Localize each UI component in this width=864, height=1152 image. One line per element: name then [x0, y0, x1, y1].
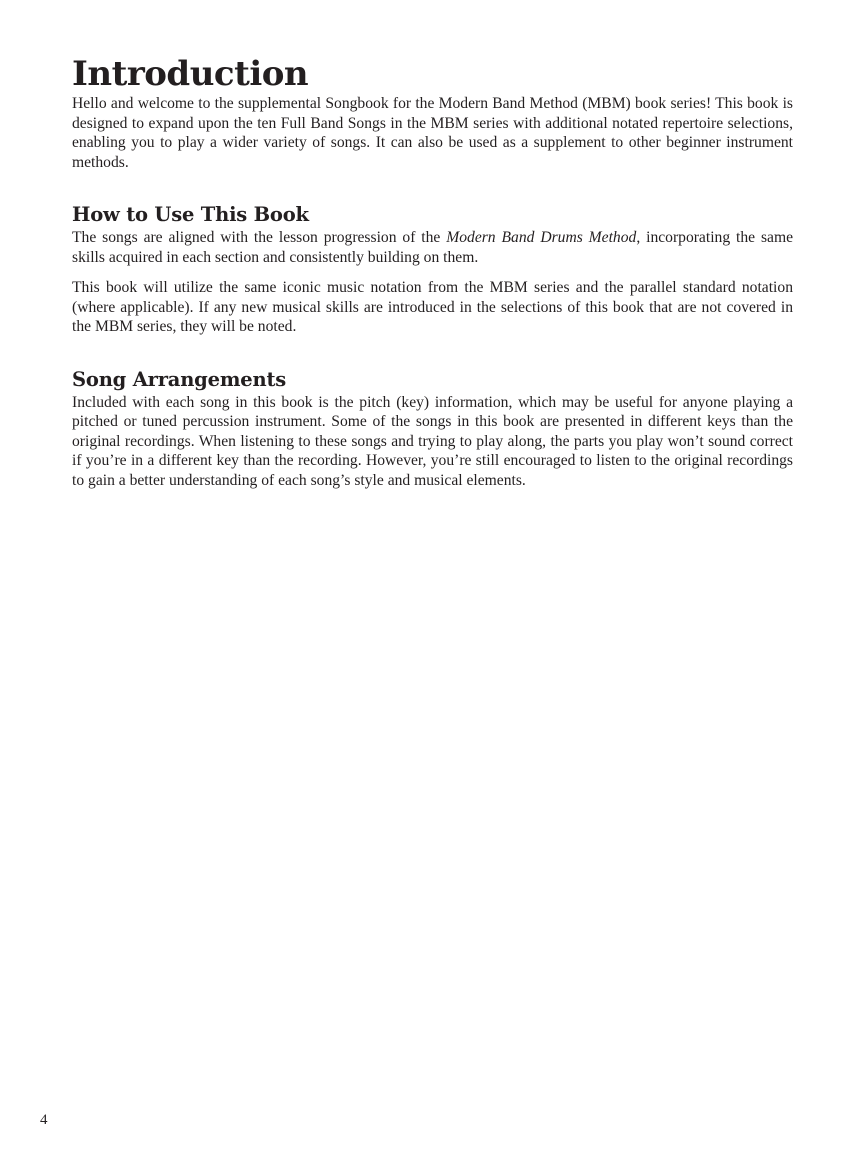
method-title-italic: Modern Band Drums Method [446, 229, 637, 246]
page-title: Introduction [72, 54, 309, 94]
page-content [72, 54, 793, 490]
how-to-use-paragraph-1 [72, 228, 793, 267]
song-arrangements-paragraph: Included with each song in this book is the pitch (key) information, which may be useful for anyone playing a pitched or tuned percussion instrument. Some of the songs in this book are presented in different keys than the original recordings. When listening to these songs and trying to play along, the parts you play won’t sound correct if you’re in a different key than the recording. However, you’re still encouraged to listen to the original recordings to gain a better understanding of each song’s style and musical elements. [72, 393, 793, 489]
intro-paragraph: Hello and welcome to the supplemental Songbook for the Modern Band Method (MBM) book series! This book is designed to expand upon the ten Full Band Songs in the MBM series with additional notated repertoire selections, enabling you to play a wider variety of songs. It can also be used as a supplement to other beginner instrument methods. [72, 95, 793, 171]
section-heading-how-to-use: How to Use This Book [72, 203, 309, 226]
how-to-use-paragraph-2: This book will utilize the same iconic music notation from the MBM series and the parallel standard notation (where applicable). If any new musical skills are introduced in the selections of this book that are not covered in the MBM series, they will be noted. [72, 279, 793, 335]
how-to-use-p1-text-before: The songs are aligned with the lesson progression of the [72, 229, 447, 246]
how-to-use-p1-text-after: , incorporating the same skills acquired in each section and consistently building on them. [72, 229, 793, 266]
section-heading-song-arrangements: Song Arrangements [72, 367, 287, 391]
page-number: 4 [40, 1112, 48, 1128]
